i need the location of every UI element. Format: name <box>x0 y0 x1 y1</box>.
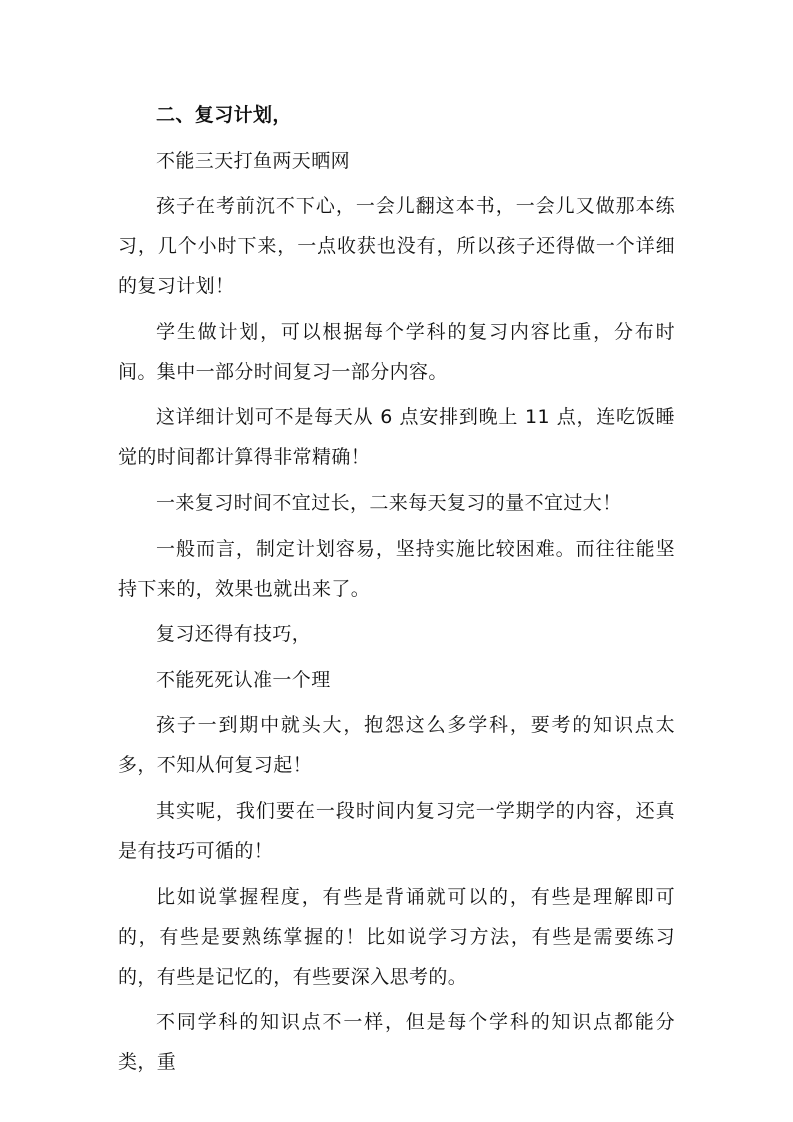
paragraph-5: 一来复习时间不宜过长，二来每天复习的量不宜过大！ <box>156 491 622 514</box>
section-heading: 二、复习计划， <box>156 104 292 126</box>
paragraph-8: 不能死死认准一个理 <box>156 668 331 691</box>
paragraph-11: 比如说掌握程度，有些是背诵就可以的，有些是理解即可的，有些是要熟练掌握的！比如说学习方法，有些是需要练习的，有些是记忆的，有些要深入思考的。 <box>118 885 675 988</box>
paragraph-3: 学生做计划，可以根据每个学科的复习内容比重，分布时间。集中一部分时间复习一部分内容。 <box>118 320 675 383</box>
paragraph-7: 复习还得有技巧， <box>156 623 312 646</box>
paragraph-6: 一般而言，制定计划容易，坚持实施比较困难。而往往能坚持下来的，效果也就出来了。 <box>118 537 675 600</box>
paragraph-2: 孩子在考前沉不下心，一会儿翻这本书，一会儿又做那本练习，几个小时下来，一点收获也没有，所以孩子还得做一个详细的复习计划！ <box>118 195 675 298</box>
paragraph-9: 孩子一到期中就头大，抱怨这么多学科，要考的知识点太多，不知从何复习起！ <box>118 714 675 777</box>
paragraph-10: 其实呢，我们要在一段时间内复习完一学期学的内容，还真是有技巧可循的！ <box>118 799 675 862</box>
paragraph-4: 这详细计划可不是每天从 6 点安排到晚上 11 点，连吃饭睡觉的时间都计算得非常精确！ <box>118 406 675 469</box>
paragraph-1: 不能三天打鱼两天晒网 <box>156 149 351 172</box>
paragraph-12: 不同学科的知识点不一样，但是每个学科的知识点都能分类，重 <box>118 1011 675 1074</box>
